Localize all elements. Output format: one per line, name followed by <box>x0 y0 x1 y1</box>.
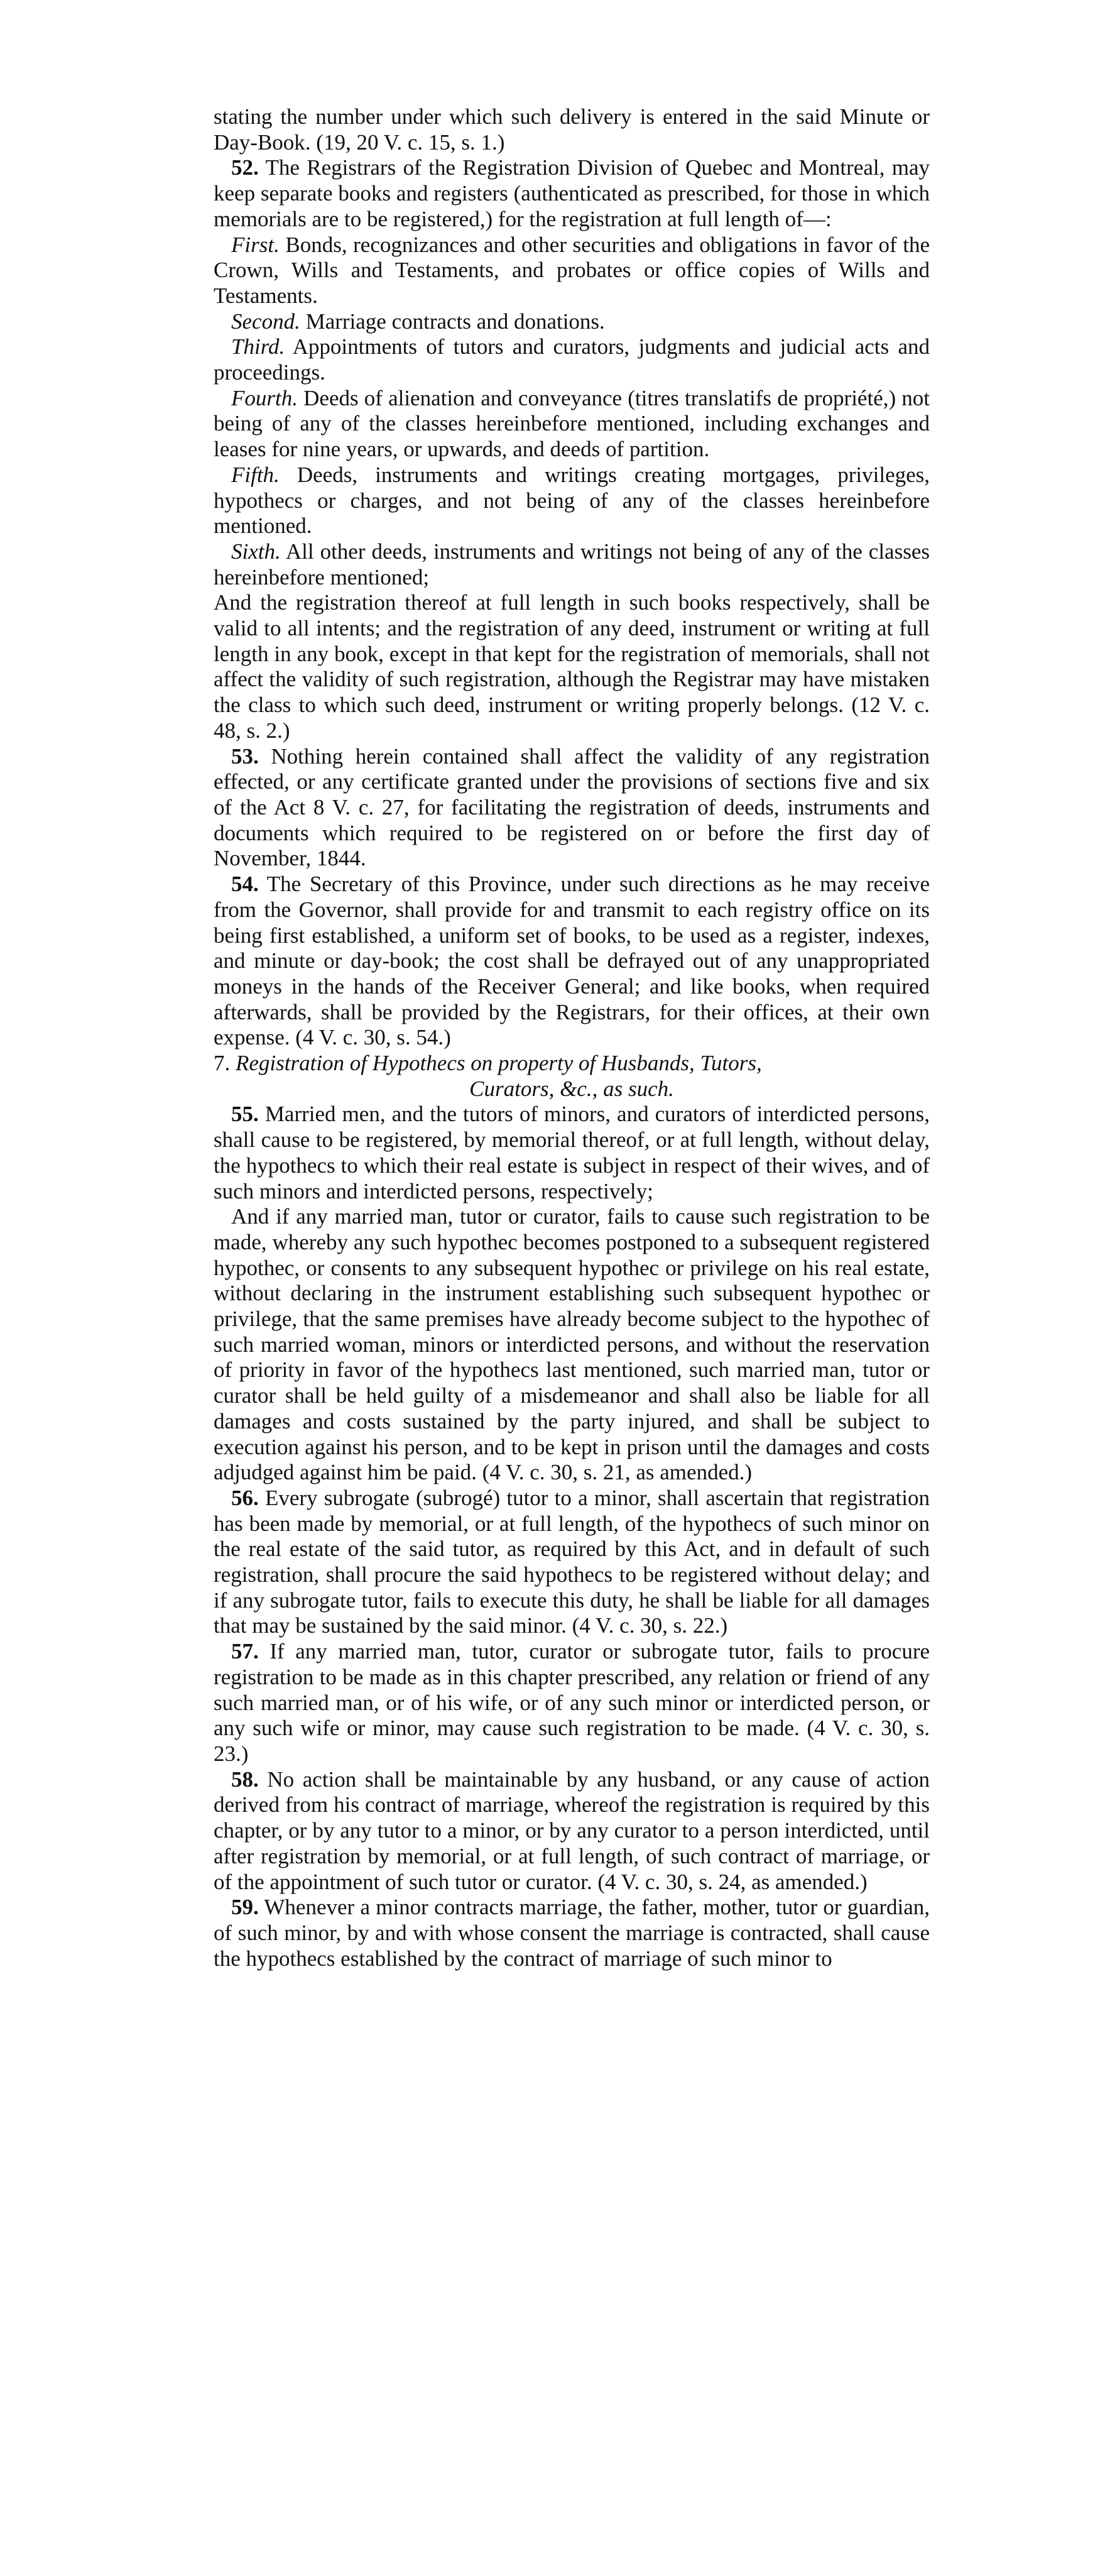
class-label: Second. <box>231 309 300 334</box>
section-paragraph <box>214 1895 930 1971</box>
section-number: 57. <box>231 1639 259 1664</box>
class-clause <box>214 233 930 309</box>
chapter-heading <box>214 1051 930 1102</box>
section-paragraph <box>214 155 930 232</box>
section-paragraph <box>214 1767 930 1895</box>
class-text: Deeds, instruments and writings creating mortgages, privileges, hypothecs or charges, and not being of any of the classes hereinbefore mentioned. <box>214 462 930 539</box>
class-text: Deeds of alienation and conveyance (titres translatifs de propriété,) not being of any of the classes hereinbefore mentioned, including exchanges and leases for nine years, or upwards, and deeds of partition. <box>214 385 930 462</box>
class-clause <box>214 386 930 463</box>
body-paragraph <box>214 1204 930 1486</box>
section-number: 53. <box>231 743 259 769</box>
section-text: If any married man, tutor, curator or subrogate tutor, fails to procure registration to be made as in this chapter prescribed, any relation or friend of any such married man, or of his wife, or of any such minor or interdicted person, or any such wife or minor, may cause such registration to be made. (4 V. c. 30, s. 23.) <box>214 1639 930 1766</box>
class-text: Bonds, recognizances and other securities and obligations in favor of the Crown, Wills and Testaments, and probates or office copies of Wills and Testaments. <box>214 232 930 308</box>
section-text: Married men, and the tutors of minors, and curators of interdicted persons, shall cause to be registered, by memorial thereof, or at full length, without delay, the hypothecs to which their real estate is subject in respect of their wives, and of such minors and interdicted persons, respectively; <box>214 1102 930 1203</box>
section-number: 58. <box>231 1767 259 1792</box>
class-text: All other deeds, instruments and writings not being of any of the classes hereinbefore mentioned; <box>214 539 930 589</box>
section-text: The Registrars of the Registration Division of Quebec and Montreal, may keep separate books and registers (authenticated as prescribed, for those in which memorials are to be registered,) for the registration at full length of—: <box>214 155 930 231</box>
section-text: The Secretary of this Province, under such directions as he may receive from the Governor, shall provide for and transmit to each registry office on its being first established, a uniform set of books, to be used as a register, indexes, and minute or day-book; the cost shall be defrayed out of any unappropriated moneys in the hands of the Receiver General; and like books, when required afterwards, shall be provided by the Registrars, for their offices, at their own expense. (4 V. c. 30, s. 54.) <box>214 872 930 1050</box>
class-label: Third. <box>231 334 285 359</box>
section-text: Nothing herein contained shall affect the validity of any registration effected, or any certificate granted under the provisions of sections five and six of the Act 8 V. c. 27, for facilitating the registration of deeds, instruments and documents which required to be registered on or before the first day of November, 1844. <box>214 743 930 871</box>
section-text: No action shall be maintainable by any husband, or any cause of action derived from his contract of marriage, whereof the registration is required by this chapter, or by any tutor to a minor, or by any curator to a person interdicted, until after registration by memorial, or at full length, of such contract of marriage, or of the appointment of such tutor or curator. (4 V. c. 30, s. 24, as amended.) <box>214 1767 930 1894</box>
class-clause <box>214 539 930 590</box>
continuation-paragraph <box>214 104 930 155</box>
heading-subtitle: Curators, &c., as such. <box>469 1076 674 1101</box>
section-paragraph <box>214 744 930 872</box>
class-label: First. <box>231 232 280 257</box>
class-text: Appointments of tutors and curators, judgments and judicial acts and proceedings. <box>214 334 930 385</box>
class-clause <box>214 334 930 385</box>
paragraph-text: And the registration thereof at full length in such books respectively, shall be valid to all intents; and the registration of any deed, instrument or writing at full length in any book, except in that kept for the registration of memorials, shall not affect the validity of such registration, although the Registrar may have mistaken the class to which such deed, instrument or writing properly belongs. (12 V. c. 48, s. 2.) <box>214 590 930 743</box>
section-paragraph <box>214 1102 930 1204</box>
heading-number: 7. <box>214 1051 231 1076</box>
section-number: 52. <box>231 155 259 180</box>
section-paragraph <box>214 1639 930 1767</box>
heading-title: Registration of Hypothecs on property of Husbands, Tutors, <box>236 1051 762 1076</box>
paragraph-text: And if any married man, tutor or curator, fails to cause such registration to be made, whereby any such hypothec becomes postponed to a subsequent registered hypothec, or consents to any subsequent hypothec or privilege on his real estate, without declaring in the instrument establishing such subsequent hypothec or privilege, that the same premises have already become subject to the hypothec of such married woman, minors or interdicted persons, and without the reservation of priority in favor of the hypothecs last mentioned, such married man, tutor or curator shall be held guilty of a misdemeanor and shall also be liable for all damages and costs sustained by the party injured, and shall be subject to execution against his person, and to be kept in prison until the damages and costs adjudged against him be paid. (4 V. c. 30, s. 21, as amended.) <box>214 1204 930 1485</box>
section-paragraph <box>214 872 930 1051</box>
section-paragraph <box>214 1486 930 1639</box>
section-text: Every subrogate (subrogé) tutor to a minor, shall ascertain that registration has been made by memorial, or at full length, of the hypothecs of such minor on the real estate of the said tutor, as required by this Act, and in default of such registration, shall procure the said hypothecs to be registered without delay; and if any subrogate tutor, fails to execute this duty, he shall be liable for all damages that may be sustained by the said minor. (4 V. c. 30, s. 22.) <box>214 1485 930 1638</box>
class-label: Fifth. <box>231 462 280 487</box>
section-number: 56. <box>231 1485 259 1510</box>
class-label: Fourth. <box>231 385 298 410</box>
document-page <box>214 104 930 1971</box>
continuation-paragraph <box>214 590 930 743</box>
class-clause <box>214 309 930 335</box>
section-number: 55. <box>231 1102 259 1127</box>
class-clause <box>214 463 930 539</box>
class-label: Sixth. <box>231 539 281 564</box>
section-number: 59. <box>231 1895 259 1920</box>
section-text: Whenever a minor contracts marriage, the father, mother, tutor or guardian, of such minor, by and with whose consent the marriage is contracted, shall cause the hypothecs established by the contract of marriage of such minor to <box>214 1895 930 1971</box>
paragraph-text: stating the number under which such delivery is entered in the said Minute or Day-Book. (19, 20 V. c. 15, s. 1.) <box>214 104 930 155</box>
section-number: 54. <box>231 872 259 897</box>
class-text: Marriage contracts and donations. <box>305 309 605 334</box>
